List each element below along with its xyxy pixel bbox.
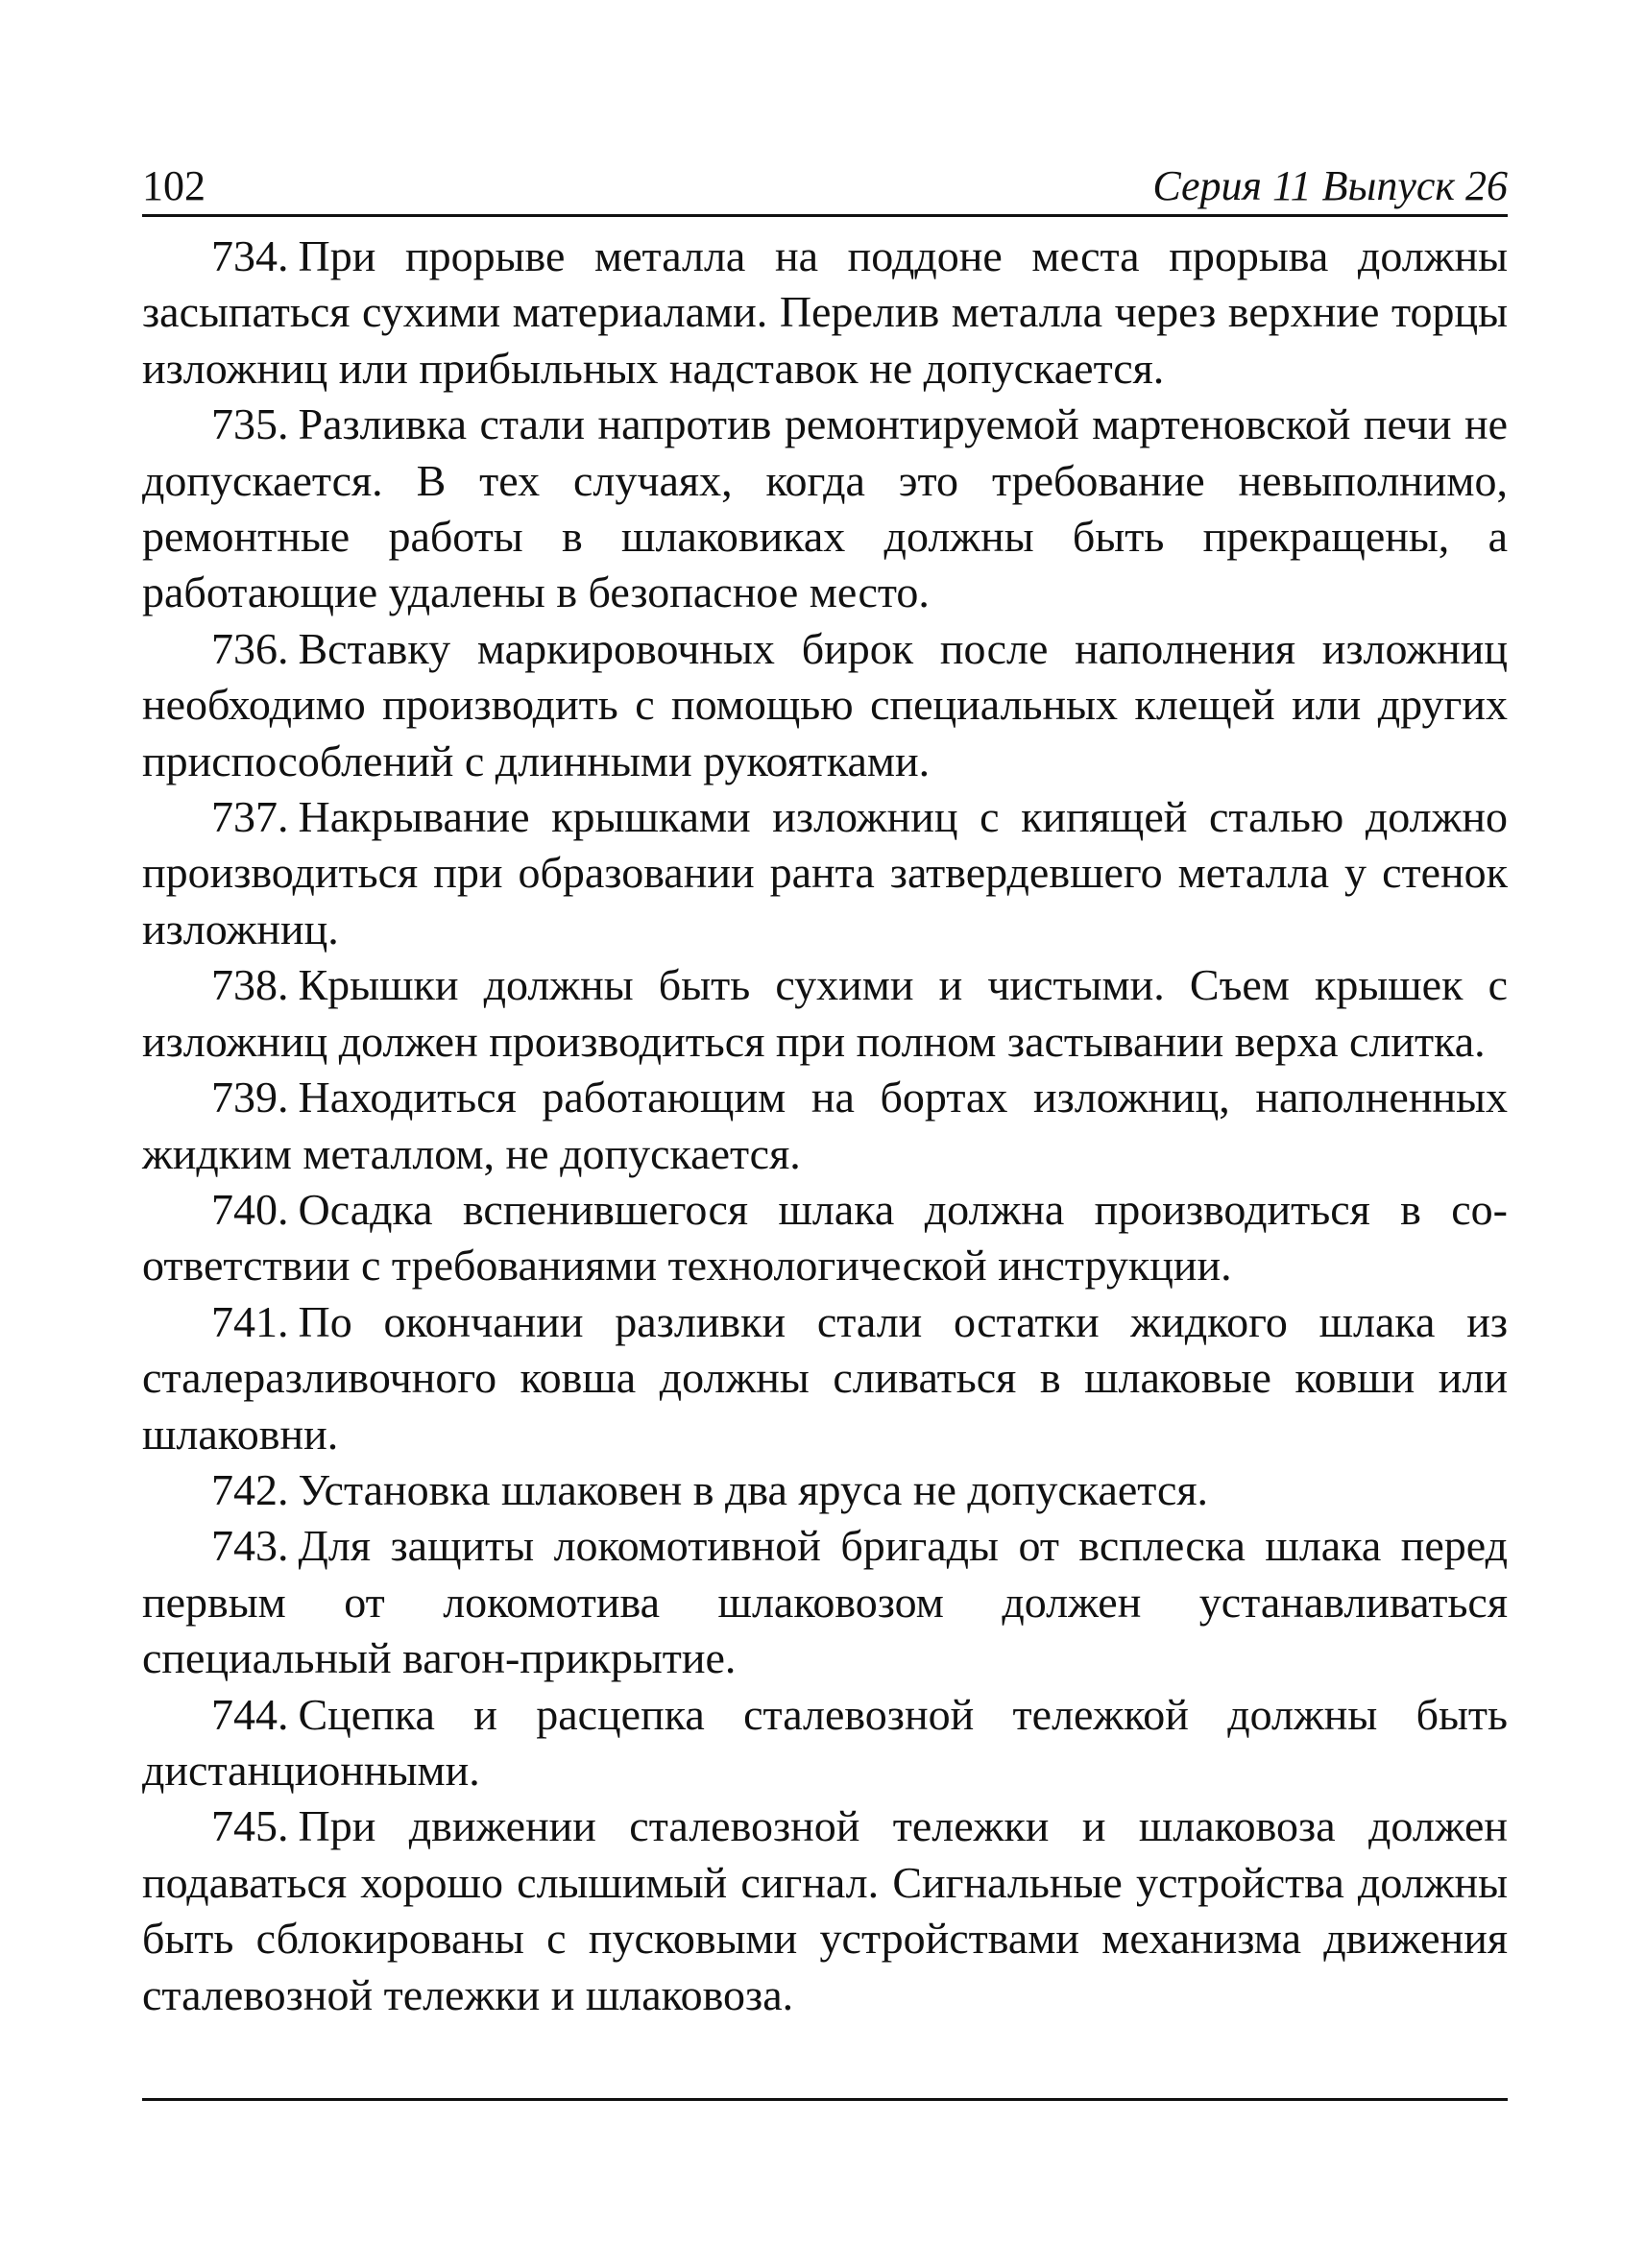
paragraph-text: Разливка стали напротив ремонтируемой мартеновской печи не допускается. В тех случаях, когда это требование невыполнимо, ремонтные работы в шлаковиках должны быть прекращены, а работающие удалены в безопасное место. bbox=[142, 399, 1508, 617]
paragraph-number: 737. bbox=[211, 792, 289, 842]
paragraph-text: Находиться работающим на бортах изложниц, наполненных жидким металлом, не допускается. bbox=[142, 1073, 1508, 1178]
paragraph-737 bbox=[142, 789, 1508, 957]
paragraph-number: 739. bbox=[211, 1073, 289, 1122]
page-number: 102 bbox=[142, 162, 206, 209]
paragraph-number: 734. bbox=[211, 231, 289, 280]
paragraph-743 bbox=[142, 1518, 1508, 1686]
paragraph-736 bbox=[142, 621, 1508, 789]
paragraph-number: 743. bbox=[211, 1521, 289, 1571]
paragraph-text: Накрывание крышками изложниц с кипящей сталью должно производиться при образовании ранта затвердевшего металла у стенок изложниц. bbox=[142, 792, 1508, 953]
paragraph-734 bbox=[142, 229, 1508, 397]
paragraph-text: Крышки должны быть сухими и чистыми. Съем крышек с изложниц должен производиться при полном застывании верха слитка. bbox=[142, 960, 1508, 1066]
paragraph-text: Сцепка и расцепка сталевозной тележкой должны быть дистанционными. bbox=[142, 1689, 1508, 1795]
paragraph-744 bbox=[142, 1687, 1508, 1799]
paragraph-number: 741. bbox=[211, 1296, 289, 1346]
paragraph-text: При движении сталевозной тележки и шлаковоза должен подаваться хорошо слышимый сигнал. Сигнальные устройства должны быть сблокированы с пусковыми устройствами механизма движения сталевозной тележки и шлаковоза. bbox=[142, 1801, 1508, 2019]
paragraph-742 bbox=[142, 1462, 1508, 1518]
paragraph-text: Вставку маркировочных бирок после наполнения изложниц необходимо производить с помощью специальных клещей или других приспособлений с длинными рукоятками. bbox=[142, 623, 1508, 785]
paragraph-number: 744. bbox=[211, 1689, 289, 1739]
paragraph-text: Осадка вспенившегося шлака должна производиться в соответствии с требованиями технологической инструкции. bbox=[142, 1184, 1508, 1291]
paragraph-739 bbox=[142, 1070, 1508, 1182]
series-title: Серия 11 Выпуск 26 bbox=[1152, 162, 1508, 209]
paragraph-number: 740. bbox=[211, 1184, 289, 1234]
footer-rule bbox=[142, 2098, 1508, 2101]
body-text bbox=[142, 229, 1508, 2023]
paragraph-number: 736. bbox=[211, 623, 289, 673]
paragraph-735 bbox=[142, 397, 1508, 621]
header-rule bbox=[142, 214, 1508, 217]
paragraph-745 bbox=[142, 1798, 1508, 2023]
paragraph-741 bbox=[142, 1294, 1508, 1462]
paragraph-text: Установка шлаковен в два яруса не допускается. bbox=[298, 1464, 1209, 1514]
paragraph-text: Для защиты локомотивной бригады от всплеска шлака перед первым от локомотива шлаковозом должен устанавливаться специальный вагон-прикрытие. bbox=[142, 1521, 1508, 1683]
paragraph-number: 735. bbox=[211, 399, 289, 449]
paragraph-text: При прорыве металла на поддоне места прорыва должны засыпаться сухими материалами. Перелив металла через верхние торцы изложниц или прибыльных надставок не допускается. bbox=[142, 231, 1508, 393]
paragraph-740 bbox=[142, 1182, 1508, 1294]
paragraph-number: 738. bbox=[211, 960, 289, 1010]
paragraph-text: По окончании разливки стали остатки жидкого шлака из сталеразливочного ковша должны сливаться в шлаковые ковши или шлаковни. bbox=[142, 1296, 1508, 1459]
paragraph-738 bbox=[142, 957, 1508, 1070]
paragraph-number: 742. bbox=[211, 1464, 289, 1514]
paragraph-number: 745. bbox=[211, 1801, 289, 1851]
